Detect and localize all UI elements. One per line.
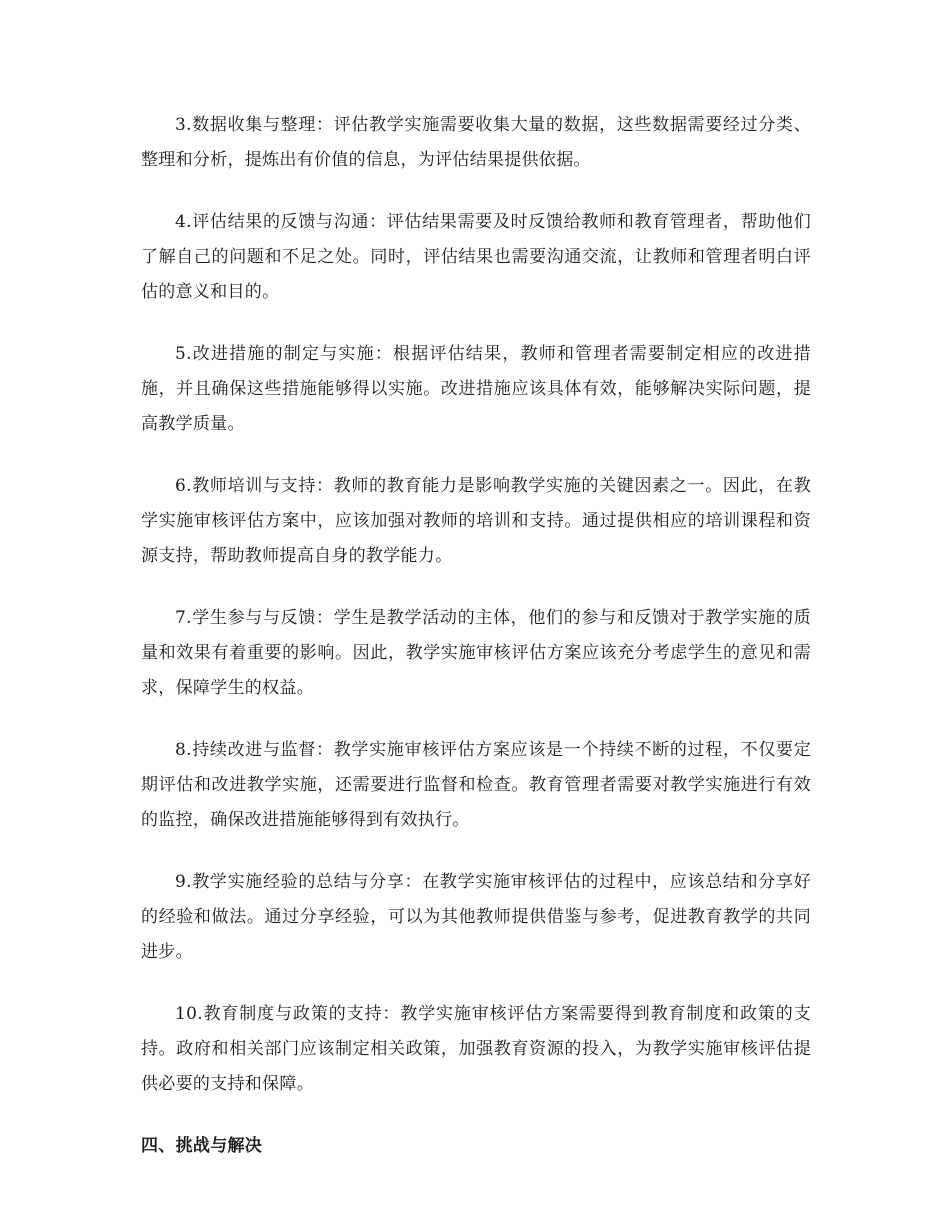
paragraph-policy-support: 10.教育制度与政策的支持：教学实施审核评估方案需要得到教育制度和政策的支持。政府和相关部门应该制定相关政策，加强教育资源的投入，为教学实施审核评估提供必要的支持和保障。 [141,1004,811,1094]
paragraph-data-collection: 3.数据收集与整理：评估教学实施需要收集大量的数据，这些数据需要经过分类、整理和分析，提炼出有价值的信息，为评估结果提供依据。 [141,115,811,170]
paragraph-improvement-measures: 5.改进措施的制定与实施：根据评估结果，教师和管理者需要制定相应的改进措施，并且确保这些措施能够得以实施。改进措施应该具体有效，能够解决实际问题，提高教学质量。 [141,344,811,434]
paragraph-student-participation: 7.学生参与与反馈：学生是教学活动的主体，他们的参与和反馈对于教学实施的质量和效果有着重要的影响。因此，教学实施审核评估方案应该充分考虑学生的意见和需求，保障学生的权益。 [141,608,811,698]
paragraph-feedback-communication: 4.评估结果的反馈与沟通：评估结果需要及时反馈给教师和教育管理者，帮助他们了解自己的问题和不足之处。同时，评估结果也需要沟通交流，让教师和管理者明白评估的意义和目的。 [141,212,811,302]
document-page [141,108,811,1164]
paragraph-continuous-improvement: 8.持续改进与监督：教学实施审核评估方案应该是一个持续不断的过程，不仅要定期评估和改进教学实施，还需要进行监督和检查。教育管理者需要对教学实施进行有效的监控，确保改进措施能够得到有效执行。 [141,740,811,830]
section-heading: 四、挑战与解决 [141,1136,263,1156]
paragraph-experience-sharing: 9.教学实施经验的总结与分享：在教学实施审核评估的过程中，应该总结和分享好的经验和做法。通过分享经验，可以为其他教师提供借鉴与参考，促进教育教学的共同进步。 [141,872,811,962]
paragraph-teacher-training: 6.教师培训与支持：教师的教育能力是影响教学实施的关键因素之一。因此，在教学实施审核评估方案中，应该加强对教师的培训和支持。通过提供相应的培训课程和资源支持，帮助教师提高自身的教学能力。 [141,476,811,566]
